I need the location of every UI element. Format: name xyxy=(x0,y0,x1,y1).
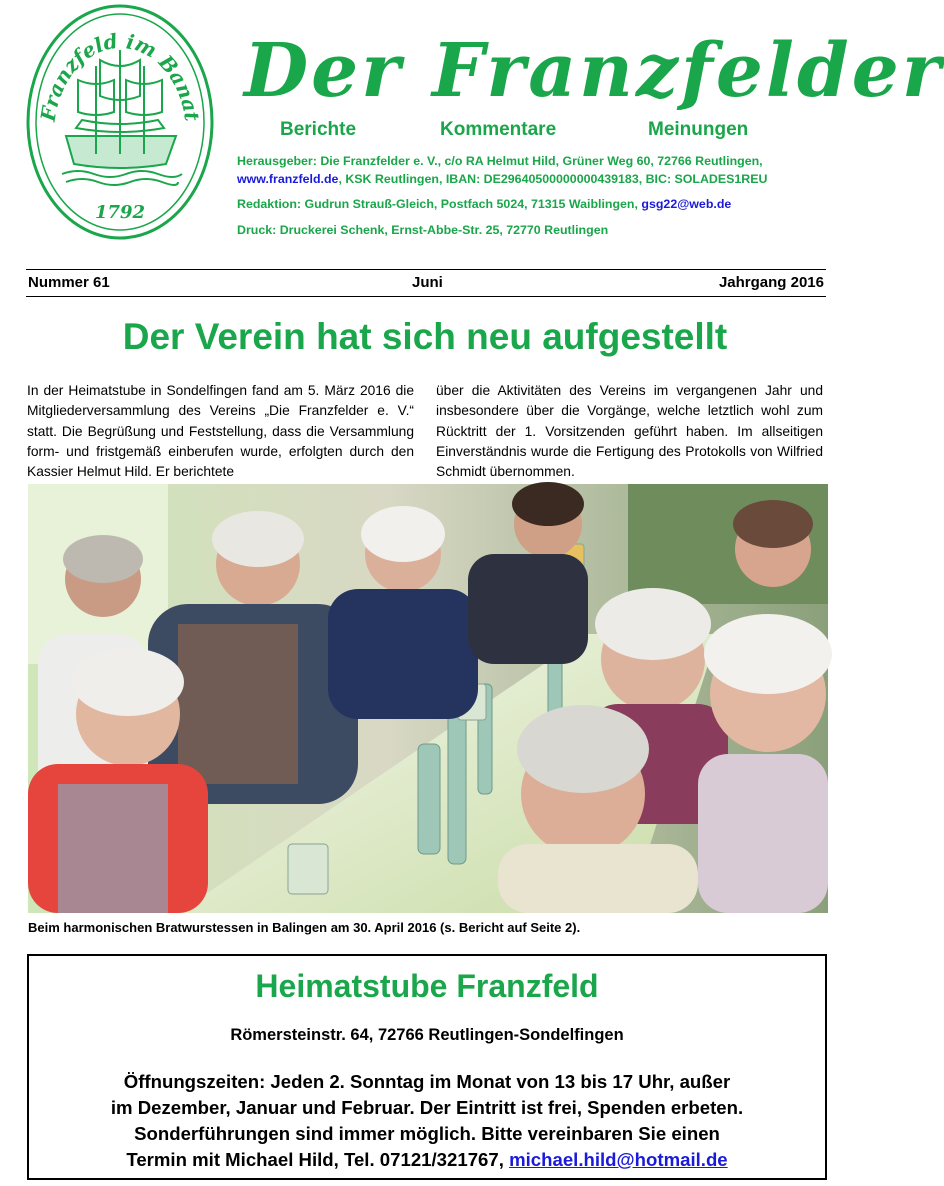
event-photo xyxy=(28,484,828,913)
box-contact: Termin mit Michael Hild, Tel. 07121/321767, xyxy=(126,1149,504,1170)
issue-year: Jahrgang 2016 xyxy=(718,274,824,291)
box-line-3: Sonderführungen sind immer möglich. Bitte vereinbaren Sie einen xyxy=(134,1123,720,1144)
tagline-kommentare: Kommentare xyxy=(440,119,557,140)
imprint-bank-line xyxy=(237,171,767,188)
heimatstube-info-box xyxy=(27,954,827,1180)
website-link[interactable]: www.franzfeld.de xyxy=(237,172,339,186)
imprint-editor: Redaktion: Gudrun Strauß-Gleich, Postfach 5024, 71315 Waiblingen, xyxy=(237,197,638,211)
issue-bar xyxy=(26,269,826,297)
article-column-1 xyxy=(27,381,414,482)
masthead-title: Der Franzfelder xyxy=(244,28,944,114)
issue-number: Nummer 61 xyxy=(28,274,110,291)
editor-email-link[interactable]: gsg22@web.de xyxy=(641,197,732,211)
franzfeld-logo xyxy=(26,4,214,240)
imprint-editor-line xyxy=(237,196,731,213)
imprint-publisher: Herausgeber: Die Franzfelder e. V., c/o RA Helmut Hild, Grüner Weg 60, 72766 Reutlingen, xyxy=(237,154,763,168)
tagline-berichte: Berichte xyxy=(280,119,357,140)
contact-email-link[interactable]: michael.hild@hotmail.de xyxy=(509,1149,728,1170)
logo-year: 1792 xyxy=(94,202,146,223)
box-title: Heimatstube Franzfeld xyxy=(255,968,599,1004)
box-opening-hours xyxy=(29,1069,825,1173)
issue-month: Juni xyxy=(412,274,443,291)
box-address: Römersteinstr. 64, 72766 Reutlingen-Sondelfingen xyxy=(230,1026,624,1044)
box-line-2: im Dezember, Januar und Februar. Der Eintritt ist frei, Spenden erbeten. xyxy=(110,1097,744,1118)
article-column-2 xyxy=(436,381,823,482)
photo-caption: Beim harmonischen Bratwurstessen in Balingen am 30. April 2016 (s. Bericht auf Seite 2). xyxy=(28,920,581,935)
logo-text: Franzfeld im Banat xyxy=(35,28,205,123)
box-line-1: Öffnungszeiten: Jeden 2. Sonntag im Monat von 13 bis 17 Uhr, außer xyxy=(123,1071,731,1092)
article-headline: Der Verein hat sich neu aufgestellt xyxy=(122,316,728,357)
imprint-printer: Druck: Druckerei Schenk, Ernst-Abbe-Str. 25, 72770 Reutlingen xyxy=(237,223,609,237)
article-text-1: In der Heimatstube in Sondelfingen fand am 5. März 2016 die Mitgliederversammlung des Vereins „Die Franzfelder e. V.“ statt. Die Begrüßung und Feststellung, dass die Versammlung form- und fristgemäß einberufen wurde, erfolgten durch den Kassier Helmut Hild. Er berichtete xyxy=(27,383,414,480)
tagline-meinungen: Meinungen xyxy=(648,119,749,140)
article-text-2: über die Aktivitäten des Vereins im vergangenen Jahr und insbesondere über die Vorgänge, welche letztlich wohl zum Rücktritt der 1. Vorsitzenden geführt haben. Im allseitigen Einverständnis wurde die Fertigung des Protokolls von Wilfried Schmidt übernommen. xyxy=(436,383,823,480)
box-line-4 xyxy=(29,1147,825,1173)
imprint-bank: , KSK Reutlingen, IBAN: DE29640500000000439183, BIC: SOLADES1REU xyxy=(338,172,768,186)
